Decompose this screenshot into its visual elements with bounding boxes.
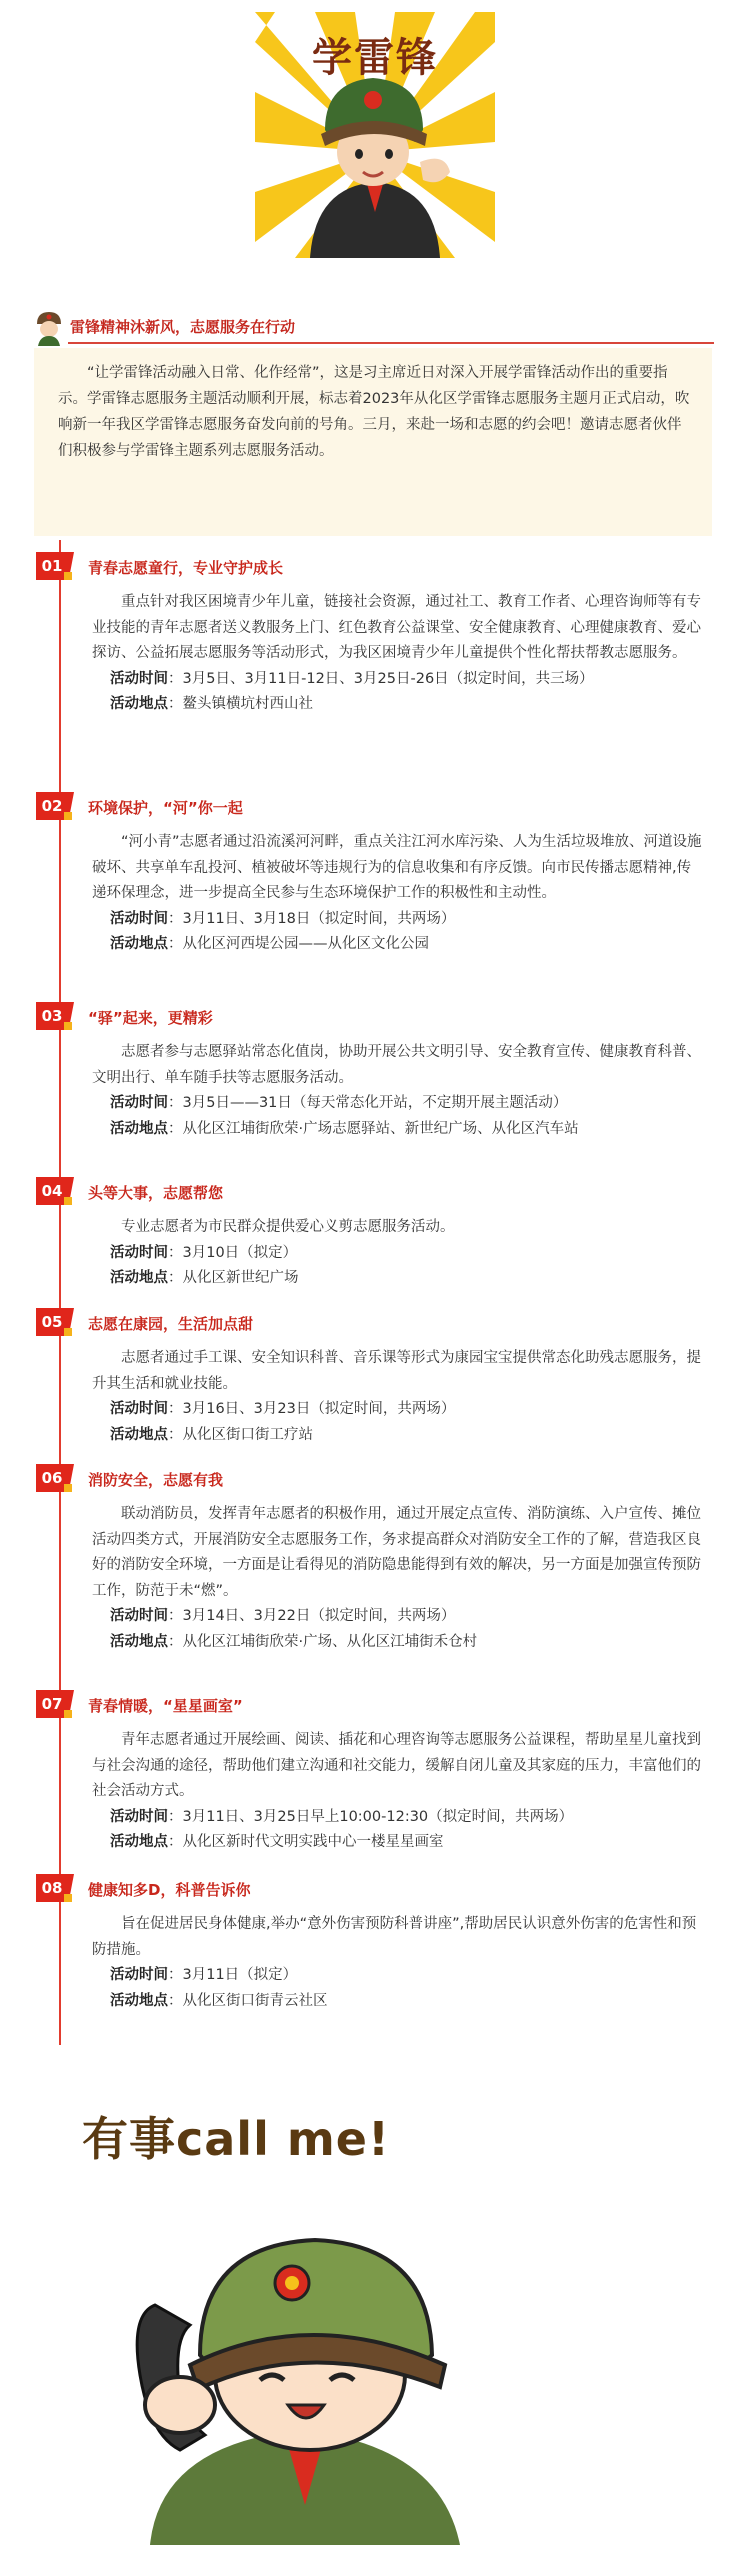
item-title: 青春情暖，“星星画室”: [88, 1697, 243, 1715]
item-place-label: 活动地点: [110, 1120, 168, 1137]
item-time-value: ：3月11日（拟定）: [168, 1967, 298, 1983]
item-time: [92, 667, 702, 693]
item-time-label: 活动时间: [110, 1967, 168, 1983]
item-place: [92, 1630, 702, 1656]
item-place-value: ：从化区新世纪广场: [168, 1270, 299, 1286]
hero-illustration: [255, 12, 495, 258]
intro-text: “让学雷锋活动融入日常、化作经常”，这是习主席近日对深入开展学雷锋活动作出的重要指示。学雷锋志愿服务主题活动顺利开展，标志着2023年从化区学雷锋志愿服务主题月正式启动，吹响新一年我区学雷锋志愿服务奋发向前的号角。三月，来赴一场和志愿的约会吧！邀请志愿者伙伴们积极参与学雷锋主题系列志愿服务活动。: [58, 365, 690, 459]
item-body: [92, 1912, 702, 2014]
section-divider: [68, 342, 714, 344]
item-place-label: 活动地点: [110, 1633, 168, 1650]
item-place-value: ：鳌头镇横坑村西山社: [168, 696, 313, 712]
item-title: 环境保护，“河”你一起: [88, 799, 243, 817]
item-place: [92, 932, 702, 958]
item-time-label: 活动时间: [110, 670, 168, 687]
item-time: [92, 907, 702, 933]
item-number-badge: [36, 1690, 74, 1718]
item-place-value: ：从化区江埔街欣荣·广场、从化区江埔街禾仓村: [168, 1633, 478, 1650]
item-place-value: ：从化区新时代文明实践中心一楼星星画室: [168, 1834, 444, 1850]
item-time-value: ：3月5日、3月11日-12日、3月25日-26日（拟定时间，共三场）: [168, 670, 594, 687]
item-time-value: ：3月10日（拟定）: [168, 1244, 298, 1261]
item-number-badge: [36, 792, 74, 820]
item-description: 专业志愿者为市民群众提供爱心义剪志愿服务活动。: [121, 1219, 455, 1235]
item-place-value: ：从化区街口街青云社区: [168, 1992, 328, 2009]
item-description: “河小青”志愿者通过沿流溪河河畔，重点关注江河水库污染、人为生活垃圾堆放、河道设施破坏、共享单车乱投河、植被破坏等违规行为的信息收集和有序反馈。向市民传播志愿精神,传递环保理念，进一步提高全民参与生态环境保护工作的积极性和主动性。: [92, 834, 702, 901]
item-place-label: 活动地点: [110, 1992, 168, 2009]
item-title: “驿”起来，更精彩: [88, 1009, 213, 1027]
item-number: 01: [41, 557, 63, 575]
item-time: [92, 1241, 702, 1267]
item-number-badge: [36, 1002, 74, 1030]
item-number: 06: [41, 1469, 63, 1487]
item-time-label: 活动时间: [110, 1401, 168, 1417]
item-title: 青春志愿童行，专业守护成长: [88, 559, 284, 577]
item-number: 05: [41, 1313, 63, 1331]
item-place-label: 活动地点: [110, 1270, 168, 1286]
item-description: 志愿者参与志愿驿站常态化值岗，协助开展公共文明引导、安全教育宣传、健康教育科普、文明出行、单车随手扶等志愿服务活动。: [92, 1044, 701, 1086]
item-number-badge: [36, 552, 74, 580]
item-place: [92, 1266, 702, 1292]
item-number-badge: [36, 1177, 74, 1205]
item-number-badge: [36, 1464, 74, 1492]
item-place: [92, 1117, 702, 1143]
item-body: [92, 1728, 702, 1856]
item-time-value: ：3月16日、3月23日（拟定时间，共两场）: [168, 1401, 456, 1417]
item-description: 旨在促进居民身体健康,举办“意外伤害预防科普讲座”,帮助居民认识意外伤害的危害性和预防措施。: [92, 1916, 697, 1958]
section-title: 雷锋精神沐新风，志愿服务在行动: [70, 318, 296, 336]
item-time: [92, 1805, 702, 1831]
item-place: [92, 1423, 702, 1449]
hero-title: 学雷锋: [312, 35, 438, 81]
item-time: [92, 1091, 702, 1117]
item-time-label: 活动时间: [110, 910, 168, 927]
item-body: [92, 1040, 702, 1142]
item-description: 志愿者通过手工课、安全知识科普、音乐课等形式为康园宝宝提供常态化助残志愿服务，提升其生活和就业技能。: [92, 1350, 701, 1392]
lei-feng-avatar-icon: [34, 310, 64, 346]
timeline-line: [59, 540, 61, 2045]
footer-title: 有事call me!: [82, 2112, 390, 2166]
item-place-label: 活动地点: [110, 696, 168, 712]
item-time-label: 活动时间: [110, 1095, 168, 1111]
item-time: [92, 1397, 702, 1423]
item-number-badge: [36, 1308, 74, 1336]
item-title: 志愿在康园，生活加点甜: [88, 1315, 254, 1333]
item-number: 04: [41, 1182, 63, 1200]
item-place: [92, 692, 702, 718]
item-number: 08: [41, 1879, 63, 1897]
item-time-label: 活动时间: [110, 1808, 168, 1825]
item-number: 03: [41, 1007, 63, 1025]
item-place: [92, 1830, 702, 1856]
item-time: [92, 1963, 702, 1989]
item-time-value: ：3月14日、3月22日（拟定时间，共两场）: [168, 1608, 456, 1624]
footer-illustration: [60, 2075, 680, 2545]
item-description: 联动消防员，发挥青年志愿者的积极作用，通过开展定点宣传、消防演练、入户宣传、摊位活动四类方式，开展消防安全志愿服务工作，务求提高群众对消防安全工作的了解，营造我区良好的消防安全环境，一方面是让看得见的消防隐患能得到有效的解决，另一方面是加强宣传预防工作，防范于未“燃”。: [92, 1506, 701, 1599]
item-description: 重点针对我区困境青少年儿童，链接社会资源，通过社工、教育工作者、心理咨询师等有专业技能的青年志愿者送义教服务上门、红色教育公益课堂、安全健康教育、心理健康教育、爱心探访、公益拓展志愿服务等活动形式，为我区困境青少年儿童提供个性化帮扶帮教志愿服务。: [92, 594, 701, 661]
item-place-label: 活动地点: [110, 936, 168, 952]
item-body: [92, 1346, 702, 1448]
item-place-label: 活动地点: [110, 1834, 168, 1850]
item-number-badge: [36, 1874, 74, 1902]
item-number: 07: [41, 1695, 63, 1713]
item-title: 健康知多D，科普告诉你: [88, 1881, 251, 1899]
item-time-value: ：3月11日、3月25日早上10:00-12:30（拟定时间，共两场）: [168, 1808, 574, 1825]
item-place-label: 活动地点: [110, 1426, 168, 1443]
item-time: [92, 1604, 702, 1630]
item-description: 青年志愿者通过开展绘画、阅读、插花和心理咨询等志愿服务公益课程，帮助星星儿童找到与社会沟通的途径，帮助他们建立沟通和社交能力，缓解自闭儿童及其家庭的压力，丰富他们的社会活动方式。: [92, 1732, 701, 1799]
item-place: [92, 1989, 702, 2015]
item-place-value: ：从化区街口街工疗站: [168, 1426, 313, 1443]
item-time-value: ：3月5日——31日（每天常态化开站，不定期开展主题活动）: [168, 1095, 568, 1111]
section-header: [34, 310, 714, 348]
intro-box: [34, 348, 712, 536]
item-body: [92, 1215, 702, 1292]
item-number: 02: [41, 797, 63, 815]
item-place-value: ：从化区江埔街欣荣·广场志愿驿站、新世纪广场、从化区汽车站: [168, 1120, 579, 1137]
item-body: [92, 590, 702, 718]
item-place-value: ：从化区河西堤公园——从化区文化公园: [168, 936, 429, 952]
item-time-label: 活动时间: [110, 1608, 168, 1624]
item-title: 头等大事，志愿帮您: [88, 1184, 224, 1202]
item-body: [92, 1502, 702, 1655]
item-time-value: ：3月11日、3月18日（拟定时间，共两场）: [168, 910, 456, 927]
item-body: [92, 830, 702, 958]
item-title: 消防安全，志愿有我: [88, 1471, 224, 1489]
item-time-label: 活动时间: [110, 1244, 168, 1261]
